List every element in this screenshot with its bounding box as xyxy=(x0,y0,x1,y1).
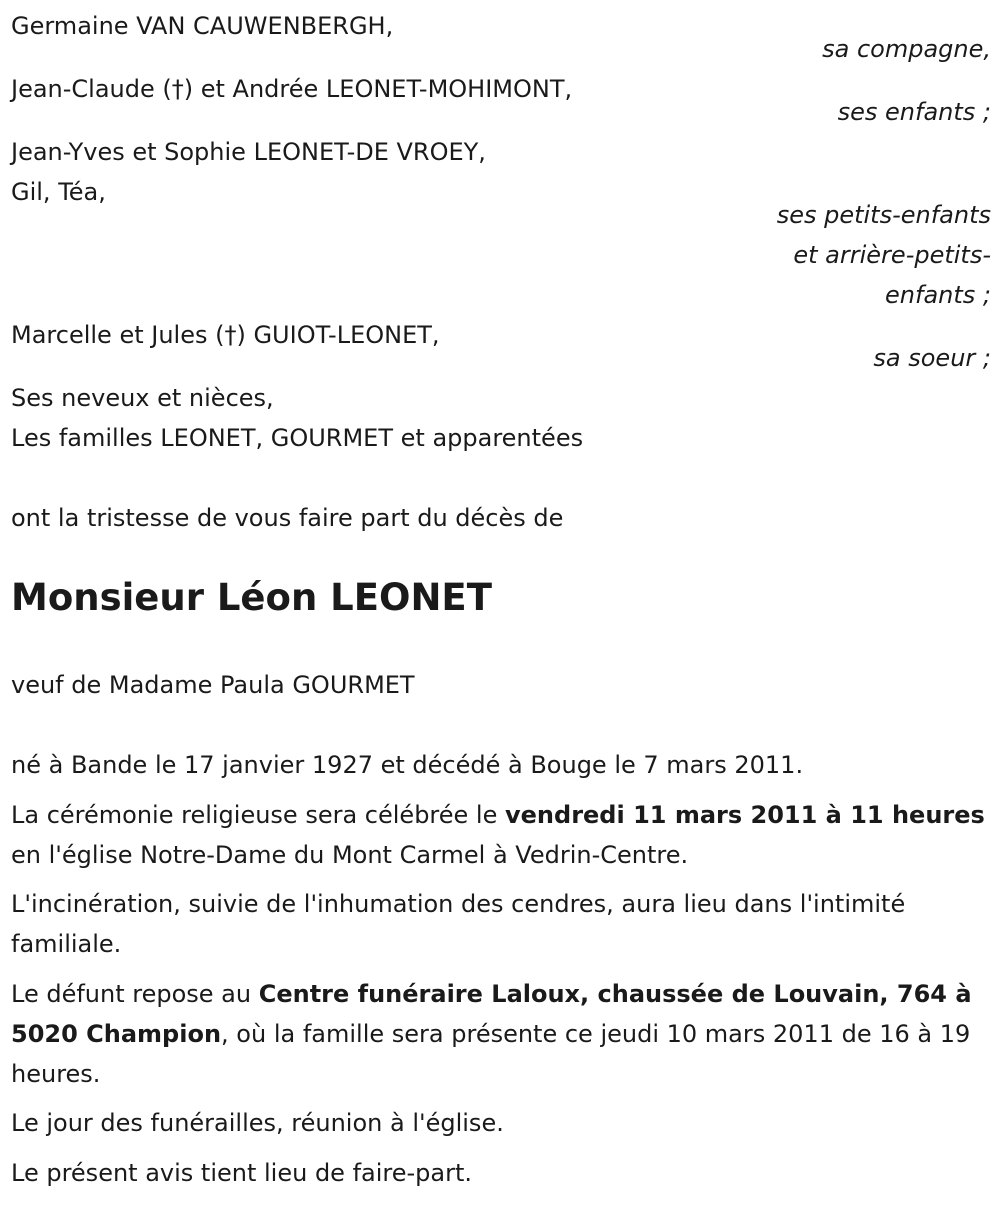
children-role: ses enfants ; xyxy=(837,98,991,126)
ceremony-paragraph xyxy=(11,795,991,875)
birth-death-line: né à Bande le 17 janvier 1927 et décédé à Bouge le 7 mars 2011. xyxy=(11,751,804,779)
grandchildren-role-line1: ses petits-enfants xyxy=(776,201,991,229)
families-line: Les familles LEONET, GOURMET et apparentées xyxy=(11,424,584,452)
nephews-line: Ses neveux et nièces, xyxy=(11,384,274,412)
incineration-paragraph: L'incinération, suivie de l'inhumation des cendres, aura lieu dans l'intimité familiale. xyxy=(11,890,906,958)
sister-names: Marcelle et Jules (†) GUIOT-LEONET, xyxy=(11,321,440,349)
grandchildren-role-line3: enfants ; xyxy=(885,281,991,309)
grandchildren-names-1: Jean-Yves et Sophie LEONET-DE VROEY, xyxy=(11,138,486,166)
funeral-day-line: Le jour des funérailles, réunion à l'église. xyxy=(11,1109,504,1137)
grandchildren-role-line2: et arrière-petits- xyxy=(793,241,991,269)
grandchildren-names-2: Gil, Téa, xyxy=(11,178,106,206)
companion-name: Germaine VAN CAUWENBERGH, xyxy=(11,12,394,40)
ceremony-text-before: La cérémonie religieuse sera célébrée le xyxy=(11,801,505,829)
widower-line: veuf de Madame Paula GOURMET xyxy=(11,671,415,699)
notice-line: Le présent avis tient lieu de faire-part. xyxy=(11,1159,473,1187)
repose-paragraph xyxy=(11,974,991,1094)
deceased-name: Monsieur Léon LEONET xyxy=(11,576,492,619)
repose-text-before: Le défunt repose au xyxy=(11,980,259,1008)
repose-place: Centre funéraire Laloux, chaussée de Louvain, 764 à 5020 Champion xyxy=(11,980,972,1048)
intro-line: ont la tristesse de vous faire part du décès de xyxy=(11,504,564,532)
sister-role: sa soeur ; xyxy=(873,344,991,372)
repose-text-after: , où la famille sera présente ce jeudi 10 mars 2011 de 16 à 19 heures. xyxy=(11,1020,971,1088)
ceremony-date: vendredi 11 mars 2011 à 11 heures xyxy=(505,801,985,829)
children-names: Jean-Claude (†) et Andrée LEONET-MOHIMONT, xyxy=(11,75,573,103)
ceremony-text-after: en l'église Notre-Dame du Mont Carmel à Vedrin-Centre. xyxy=(11,841,689,869)
companion-role: sa compagne, xyxy=(822,35,991,63)
